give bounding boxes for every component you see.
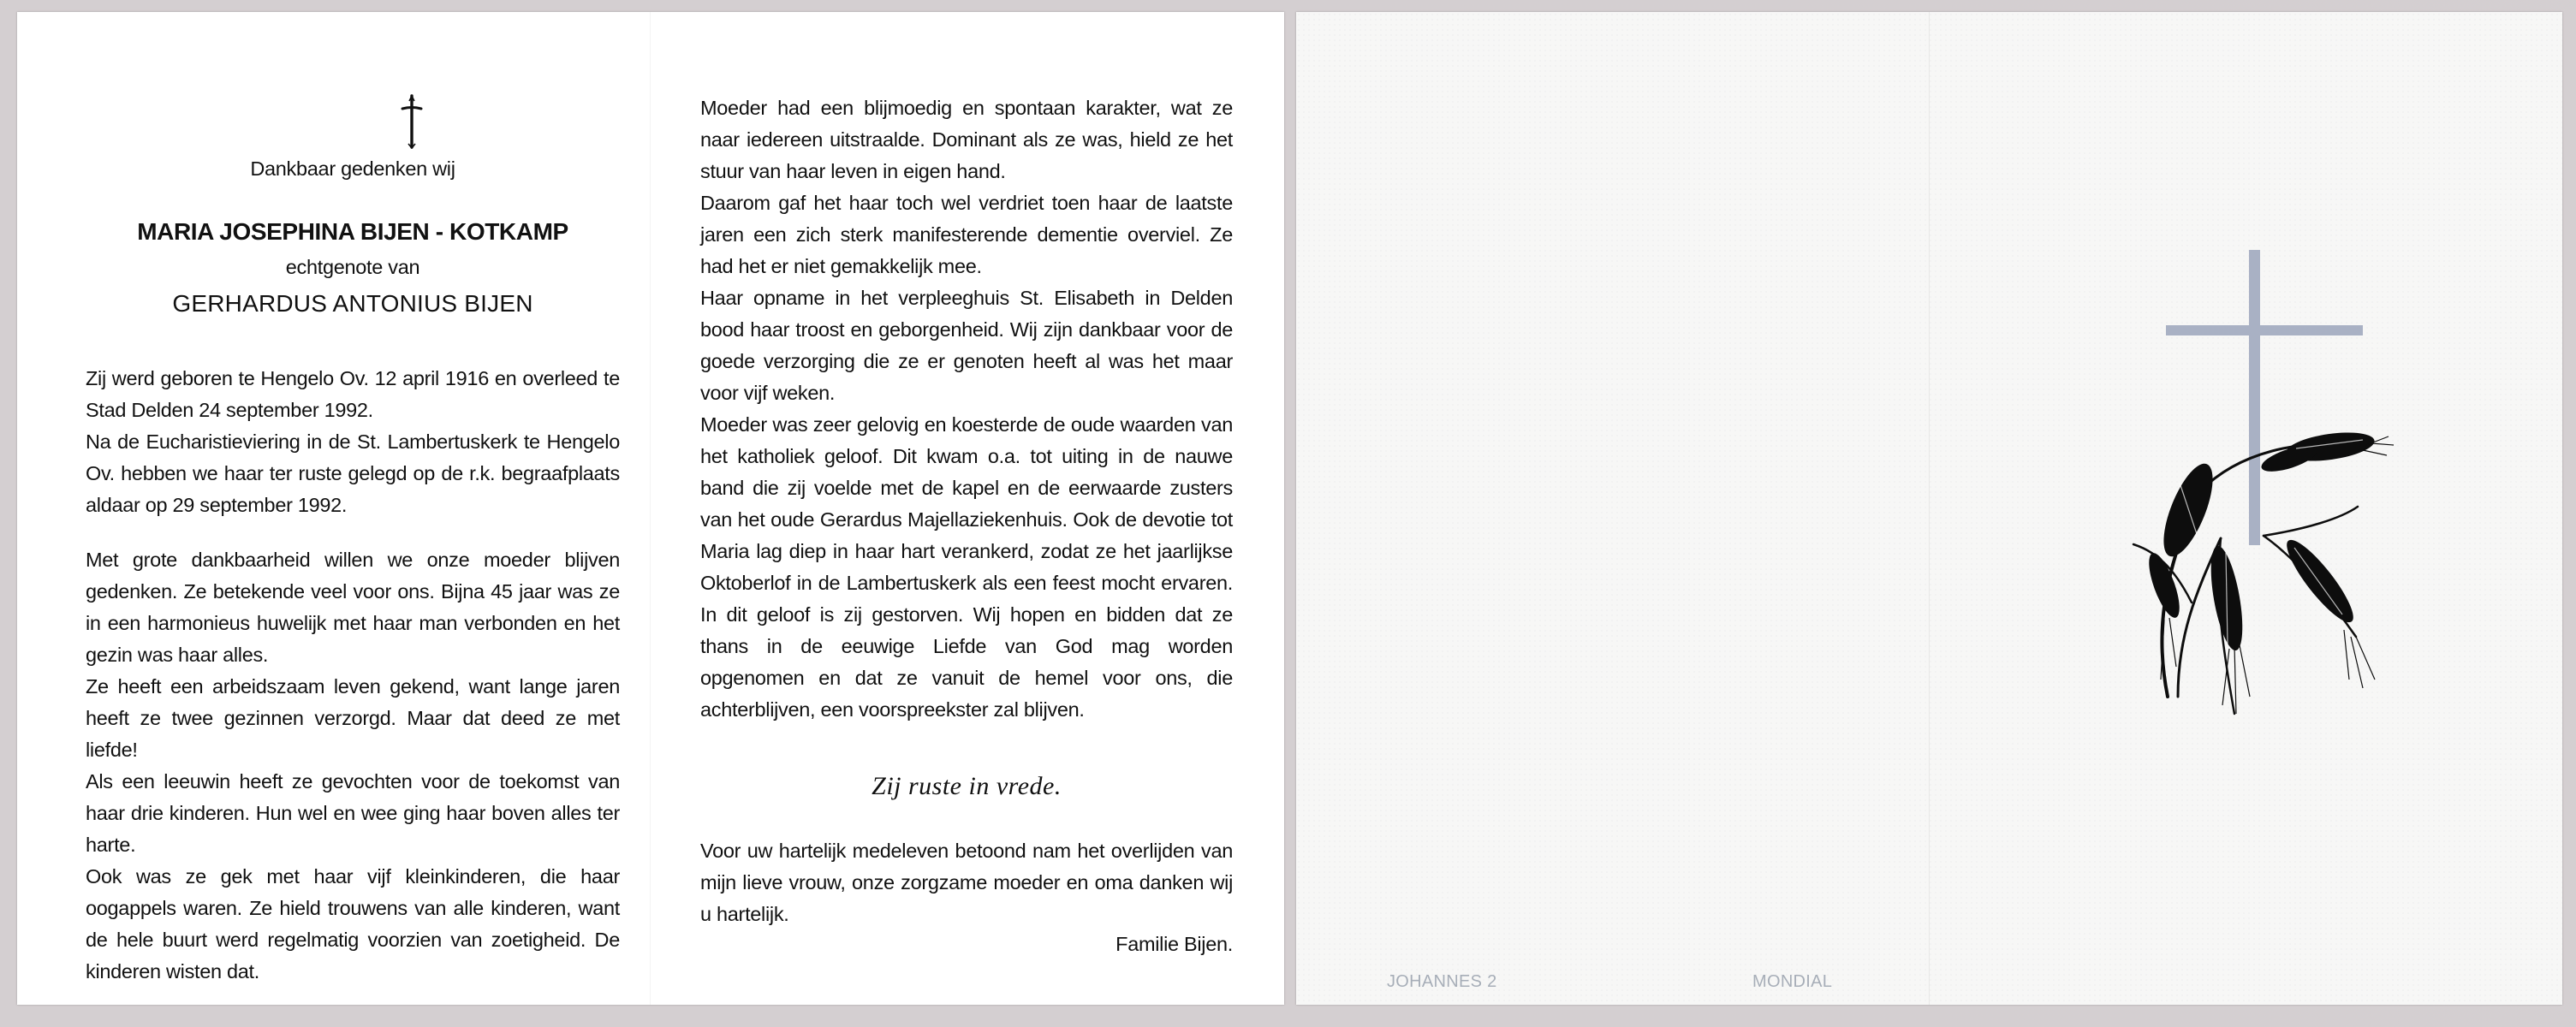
- paragraph: Ze heeft een arbeidszaam leven gekend, want lange jaren heeft ze twee gezinnen verzorgd. Maar dat deed ze met liefde!: [86, 675, 620, 761]
- card-inside: [17, 12, 1284, 1005]
- printer-mark-johannes: JOHANNES 2: [1387, 972, 1497, 991]
- paragraph: Daarom gaf het haar toch wel verdriet toen haar de laatste jaren een zich sterk manifesterende dementie overviel. Ze had het er niet gemakkelijk mee.: [700, 192, 1233, 277]
- motto: Zij ruste in vrede.: [872, 772, 1062, 800]
- paragraph: Haar opname in het verpleeghuis St. Elisabeth in Delden bood haar troost en geborgenheid. Wij zijn dankbaar voor de goede verzorging die ze er genoten heeft al was het maar voor vijf weken.: [700, 287, 1233, 404]
- thanks-paragraph: Voor uw hartelijk medeleven betoond nam het overlijden van mijn lieve vrouw, onze zorgzame moeder en oma danken wij u hartelijk.: [700, 840, 1233, 925]
- paragraph: Als een leeuwin heeft ze gevochten voor de toekomst van haar drie kinderen. Hun wel en wee ging haar boven alles ter harte.: [86, 770, 620, 856]
- character-paragraphs: [700, 92, 1233, 726]
- spouse-name: GERHARDUS ANTONIUS BIJEN: [172, 290, 533, 317]
- intro-line: Dankbaar gedenken wij: [250, 157, 455, 180]
- paragraph: Moeder was zeer gelovig en koesterde de oude waarden van het katholiek geloof. Dit kwam o.a. tot uiting in de nauwe band die zij voelde met de kapel en de eerwaarde zusters van het oude Gerardus Majellaziekenhuis. Ook de devotie tot Maria lag diep in haar hart verankerd, zodat ze het jaarlijkse Oktoberlof in de Lambertuskerk als een feest mocht ervaren. In dit geloof is zij gestorven. Wij hopen en bidden dat ze thans in de eeuwige Liefde van God mag worden opgenomen en dat ze vanuit de hemel voor ons, die achterblijven, een voorspreekster zal blijven.: [700, 413, 1233, 721]
- paragraph: Met grote dankbaarheid willen we onze moeder blijven gedenken. Ze betekende veel voor ons. Bijna 45 jaar was ze in een harmonieus huwelijk met haar man verbonden en het gezin was haar alles.: [86, 549, 620, 666]
- deceased-name: MARIA JOSEPHINA BIJEN - KOTKAMP: [137, 218, 568, 245]
- fold-line: [1929, 12, 1930, 1005]
- paragraph: Ook was ze gek met haar vijf kleinkinderen, die haar oogappels waren. Ze hield trouwens van alle kinderen, want de hele buurt werd regelmatig voorzien van zoetigheid. De kinderen wisten dat.: [86, 865, 620, 982]
- paragraph: Moeder had een blijmoedig en spontaan karakter, wat ze naar iedereen uitstraalde. Dominant als ze was, hield ze het stuur van haar leven in eigen hand.: [700, 97, 1233, 182]
- spouse-label: echtgenote van: [285, 256, 420, 278]
- cross-with-wheat-icon: [2127, 234, 2400, 748]
- fold-line: [650, 12, 651, 1005]
- paragraph: Na de Eucharistieviering in de St. Lambertuskerk te Hengelo Ov. hebben we haar ter ruste gelegd op de r.k. begraafplaats aldaar op 29 september 1992.: [86, 430, 620, 516]
- latin-cross-icon: [397, 94, 426, 149]
- memorial-paragraphs: [86, 544, 620, 988]
- printer-mark-mondial: MONDIAL: [1752, 972, 1833, 991]
- paragraph: Zij werd geboren te Hengelo Ov. 12 april 1916 en overleed te Stad Delden 24 september 1992.: [86, 367, 620, 421]
- family-signature: Familie Bijen.: [1115, 933, 1233, 955]
- card-outside: [1296, 12, 2562, 1005]
- birth-death-paragraphs: [86, 363, 620, 521]
